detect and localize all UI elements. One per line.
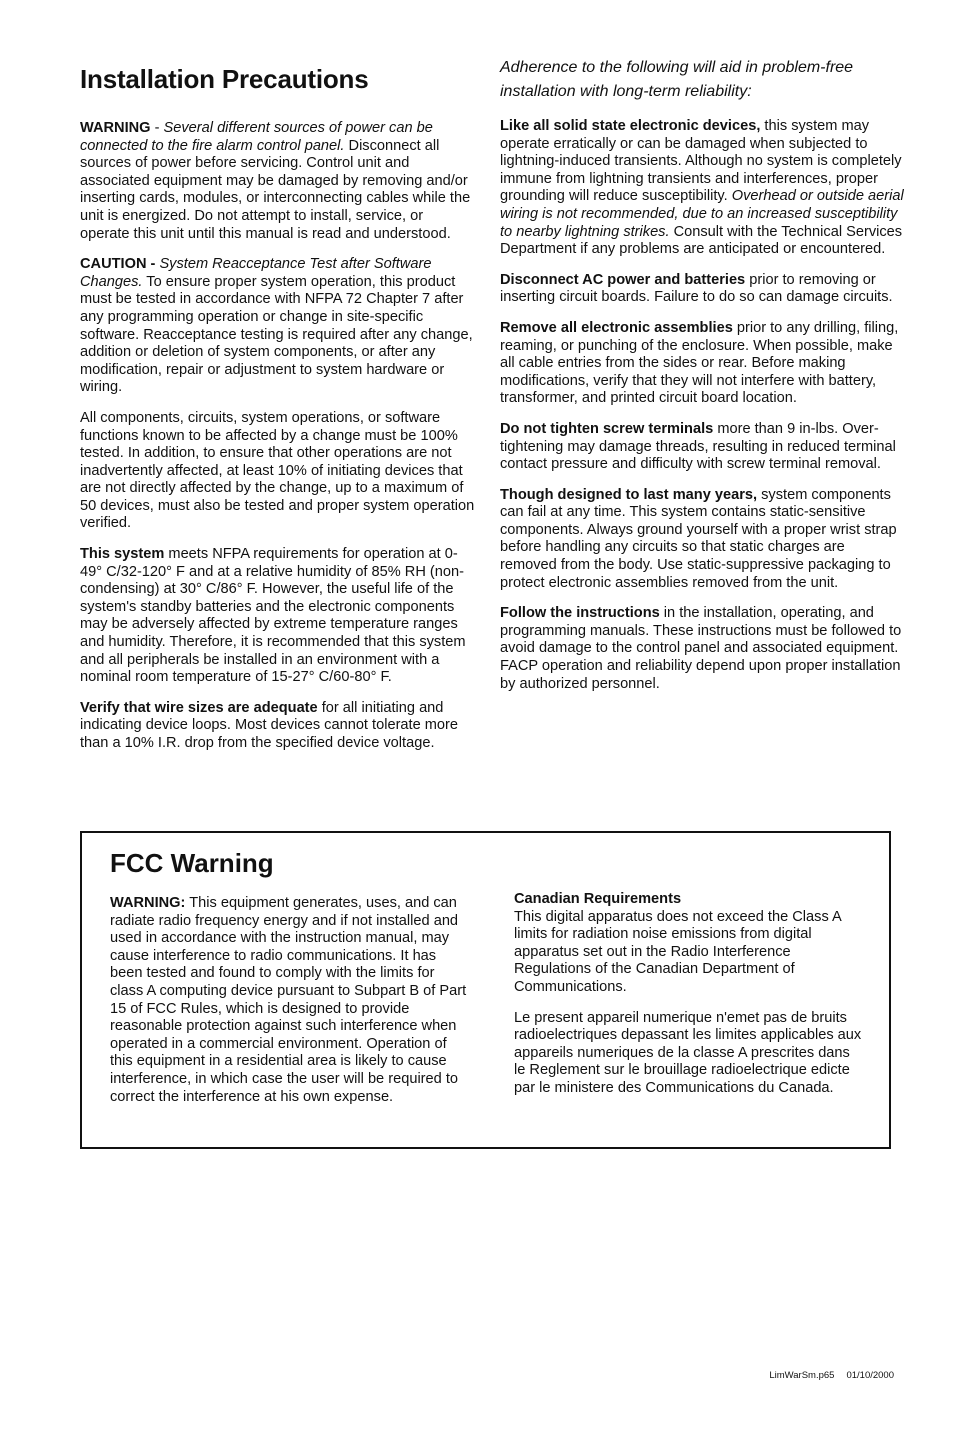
screw-lead: Do not tighten screw terminals: [500, 420, 714, 437]
follow-body: in the installation, operating, and programming manuals. These instructions must be followed to avoid damage to the control panel and associated equipment. FACP operation and reliability depend upon proper installation by authorized personnel.: [500, 605, 902, 692]
right-column: [500, 56, 904, 706]
intro-text: Adherence to the following will aid in problem-free installation with long-term reliability:: [500, 59, 854, 100]
canadian-heading: Canadian Requirements: [514, 891, 682, 907]
components-paragraph: All components, circuits, system operations, or software functions known to be affected by a change must be 100% tested. In addition, to ensure that other operations are not inadvertently affected, at least 10% of initiating devices that are not directly affected by the change, up to a maximum of 50 devices, must also be tested and proper system operation verified.: [80, 409, 475, 532]
caution-lead: CAUTION -: [80, 256, 160, 273]
disconnect-paragraph: [500, 272, 904, 307]
remove-body: prior to any drilling, filing, reaming, or punching of the enclosure. When possible, make all cable entries from the sides or rear. Before making modifications, verify that they will not interfere with battery, transformer, and printed circuit board location.: [500, 319, 899, 407]
wire-paragraph: [80, 700, 476, 753]
solid-state-body: this system may operate erratically or can be damaged when subjected to lightning-induced transients. Although no system is completely immune from lightning transients and interferences, proper grounding will reduce susceptibility.: [500, 118, 902, 205]
caution-body: To ensure proper system operation, this product must be tested in accordance with NFPA 72 Chapter 7 after any programming operation or change in site-specific software. Reacceptance testing is required after any change, addition or deletion of system components, or after any modification, repair or adjustment to system hardware or wiring.: [80, 273, 473, 396]
canadian-french-paragraph: Le present appareil numerique n'emet pas de bruits radioelectriques depassant les limites applicables aux appareils numeriques de la classe A prescrites dans le Reglement sur le brouillage radioelectrique edicte par le ministere des Communications du Canada.: [514, 1009, 862, 1096]
solid-state-italic: Overhead or outside aerial wiring is not recommended, due to an increased susceptibility to nearby lightning strikes.: [500, 188, 904, 240]
remove-lead: Remove all electronic assemblies: [500, 319, 733, 336]
warning-italic: Several different sources of power can be connected to the fire alarm control panel.: [80, 120, 433, 154]
follow-lead: Follow the instructions: [500, 605, 660, 622]
warning-lead: WARNING: [80, 120, 151, 136]
caution-italic: System Reacceptance Test after Software Changes.: [80, 256, 432, 290]
canadian-english-paragraph: [514, 891, 864, 997]
solid-state-tail: Consult with the Technical Services Department if any problems are anticipated or encountered.: [500, 223, 903, 258]
left-column: [80, 64, 476, 766]
warning-body: Disconnect all sources of power before servicing. Control unit and associated equipment may be damaged by removing and/or inserting cards, modules, or interconnecting cables while the unit is energized. Do not attempt to install, service, or operate this unit until this manual is read and understood.: [80, 137, 471, 242]
system-lead: This system: [80, 546, 165, 563]
caution-paragraph: [80, 256, 476, 397]
screw-body: more than 9 in-lbs. Over-tightening may damage threads, resulting in reduced terminal contact pressure and difficulty with screw terminal removal.: [500, 420, 896, 473]
warning-paragraph: [80, 120, 476, 243]
designed-body: system components can fail at any time. This system contains static-sensitive components. Always ground yourself with a proper wrist strap before handling any circuits so that static charges are removed from the body. Use static-suppressive packaging to protect electronic assemblies removed from the unit.: [500, 486, 897, 591]
warning-sep: -: [150, 120, 164, 136]
fcc-left-column: [110, 895, 470, 1119]
disconnect-lead: Disconnect AC power and batteries: [500, 271, 746, 288]
wire-body: for all initiating and indicating device loops. Most devices cannot tolerate more than a 10% I.R. drop from the specified device voltage.: [80, 699, 459, 751]
designed-paragraph: [500, 487, 904, 593]
fcc-warning-paragraph: [110, 895, 470, 1106]
follow-paragraph: [500, 605, 904, 693]
fcc-warning-lead: WARNING:: [110, 895, 186, 911]
disconnect-body: prior to removing or inserting circuit boards. Failure to do so can damage circuits.: [500, 271, 893, 306]
system-paragraph: [80, 546, 476, 687]
remove-paragraph: [500, 320, 904, 408]
fcc-warning-box: [80, 831, 891, 1149]
canadian-english-text: This digital apparatus does not exceed the Class A limits for radiation noise emissions from digital apparatus set out in the Radio Interference Regulations of the Canadian Department of Communications.: [514, 908, 841, 995]
system-body: meets NFPA requirements for operation at 0-49° C/32-120° F and at a relative humidity of 85% RH (non-condensing) at 30° C/86° F. However, the useful life of the system's standby batteries and the electronic components may be adversely affected by extreme temperature ranges and humidity. Therefore, it is recommended that this system and all peripherals be installed in an environment with a nominal room temperature of 15-27° C/60-80° F.: [80, 546, 466, 686]
designed-lead: Though designed to last many years,: [500, 486, 758, 503]
screw-paragraph: [500, 421, 904, 474]
fcc-right-column: [514, 891, 864, 1111]
solid-state-paragraph: [500, 118, 904, 259]
footer-date: 01/10/2000: [846, 1370, 894, 1381]
page-title: Installation Precautions: [80, 64, 369, 94]
footer: [769, 1370, 894, 1382]
footer-filename: LimWarSm.p65: [769, 1370, 835, 1381]
fcc-title: FCC Warning: [110, 848, 274, 878]
wire-lead: Verify that wire sizes are adequate: [80, 699, 318, 716]
fcc-warning-body: This equipment generates, uses, and can radiate radio frequency energy and if not installed and used in accordance with the instruction manual, may cause interference to radio communications. It has been tested and found to comply with the limits for class A computing device pursuant to Subpart B of Part 15 of FCC Rules, which is designed to provide reasonable protection against such interference when operated in a commercial environment. Operation of this equipment in a residential area is likely to cause interference, in which case the user will be required to correct the interference at his own expense.: [110, 895, 467, 1105]
solid-state-lead: Like all solid state electronic devices,: [500, 118, 761, 134]
